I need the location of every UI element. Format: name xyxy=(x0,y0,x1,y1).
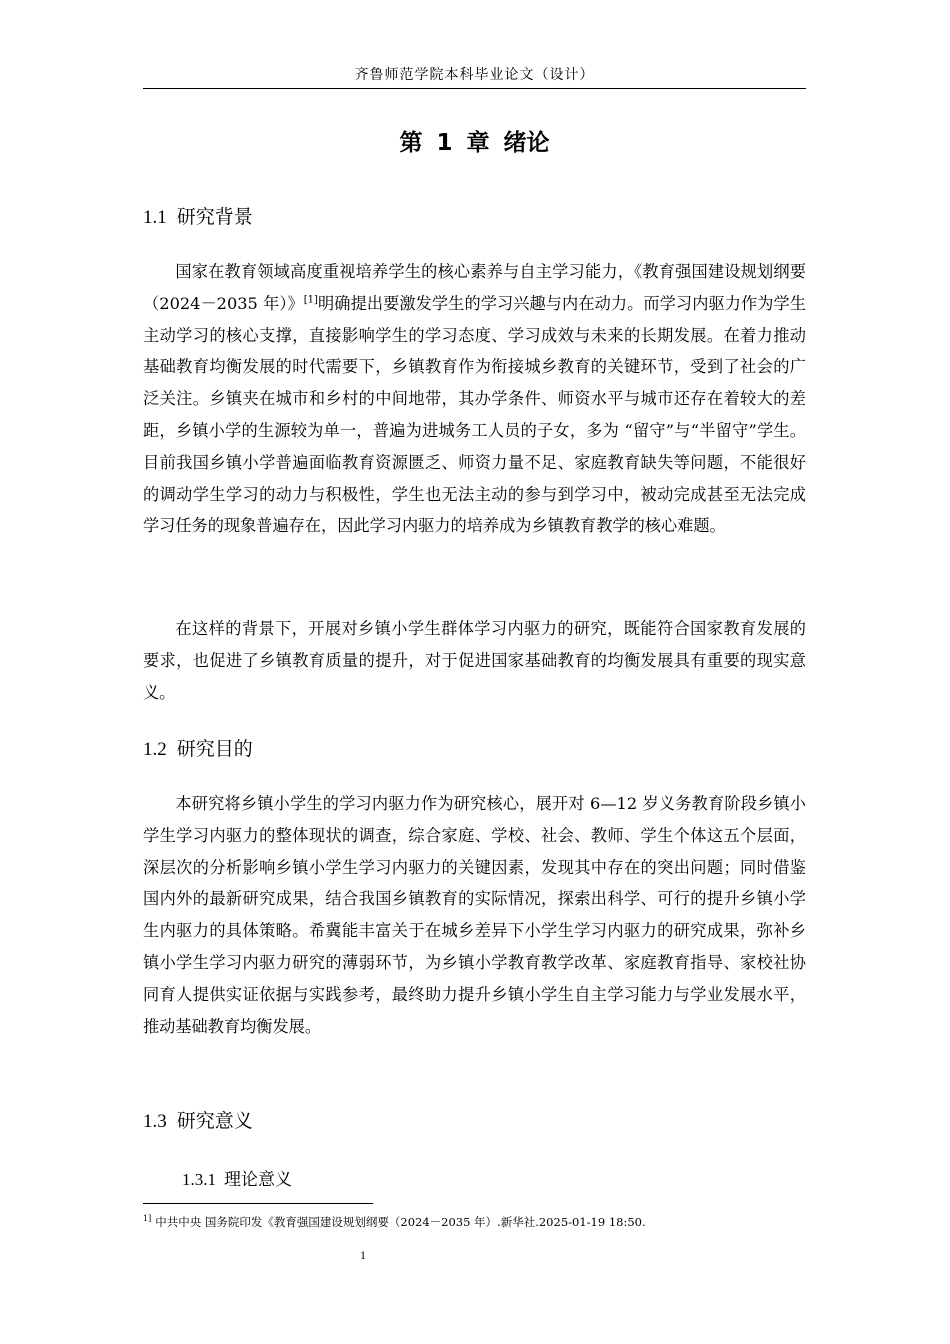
section-number: 1.1 xyxy=(143,207,167,228)
page-header: 齐鲁师范学院本科毕业论文（设计） xyxy=(143,64,806,89)
section-heading-1-3 xyxy=(143,1106,253,1133)
footnote-mark: 1] xyxy=(143,1214,152,1223)
chapter-title: 第 1 章 绪论 xyxy=(399,130,550,156)
footnote-text: 中共中央 国务院印发《教育强国建设规划纲要（2024－2035 年）.新华社.2025-01-19 18:50. xyxy=(155,1214,646,1229)
section-heading-1-1 xyxy=(143,202,253,229)
section-heading-1-2 xyxy=(143,734,253,761)
paragraph-text: 国家在教育领域高度重视培养学生的核心素养与自主学习能力，《教育强国建设规划纲要（2024－2035 年）》 xyxy=(143,262,806,313)
paragraph-text: 明确提出要激发学生的学习兴趣与内在动力。而学习内驱力作为学生主动学习的核心支撑，直接影响学生的学习态度、学习成效与未来的长期发展。在着力推动基础教育均衡发展的时代需要下，乡镇教育作为衔接城乡教育的关键环节，受到了社会的广泛关注。乡镇夹在城市和乡村的中间地带，其办学条件、师资水平与城市还存在着较大的差距，乡镇小学的生源较为单一，普遍为进城务工人员的子女，多为 “留守”与“半留守”学生。目前我国乡镇小学普遍面临教育资源匮乏、师资力量不足、家庭教育缺失等问题，不能很好的调动学生学习的动力与积极性，学生也无法主动的参与到学习中，被动完成甚至无法完成学习任务的现象普遍存在，因此学习内驱力的培养成为乡镇教育教学的核心难题。 xyxy=(143,293,806,536)
subsection-title: 理论意义 xyxy=(224,1170,292,1190)
section-number: 1.2 xyxy=(143,739,167,760)
section-title: 研究意义 xyxy=(176,1110,253,1132)
paragraph-background-2: 在这样的背景下，开展对乡镇小学生群体学习内驱力的研究，既能符合国家教育发展的要求，也促进了乡镇教育质量的提升，对于促进国家基础教育的均衡发展具有重要的现实意义。 xyxy=(143,619,806,702)
subsection-heading-1-3-1 xyxy=(182,1165,292,1190)
section-number: 1.3 xyxy=(143,1111,167,1132)
subsection-number: 1.3.1 xyxy=(182,1170,216,1189)
citation-ref: [1] xyxy=(303,294,318,306)
footnote-divider xyxy=(143,1203,373,1204)
paragraph-purpose: 本研究将乡镇小学生的学习内驱力作为研究核心，展开对 6—12 岁义务教育阶段乡镇小学生学习内驱力的整体现状的调查，综合家庭、学校、社会、教师、学生个体这五个层面，深层次的分析影响乡镇小学生学习内驱力的关键因素，发现其中存在的突出问题；同时借鉴国内外的最新研究成果，结合我国乡镇教育的实际情况，探索出科学、可行的提升乡镇小学生内驱力的具体策略。希冀能丰富关于在城乡差异下小学生学习内驱力的研究成果，弥补乡镇小学生学习内驱力研究的薄弱环节，为乡镇小学教育教学改革、家庭教育指导、家校社协同育人提供实证依据与实践参考，最终助力提升乡镇小学生自主学习能力与学业发展水平，推动基础教育均衡发展。 xyxy=(143,794,806,1036)
section-title: 研究目的 xyxy=(176,738,253,760)
paragraph-background-1 xyxy=(143,256,806,542)
section-title: 研究背景 xyxy=(176,206,253,228)
footnote xyxy=(143,1212,806,1229)
page-number: 1 xyxy=(360,1248,366,1262)
